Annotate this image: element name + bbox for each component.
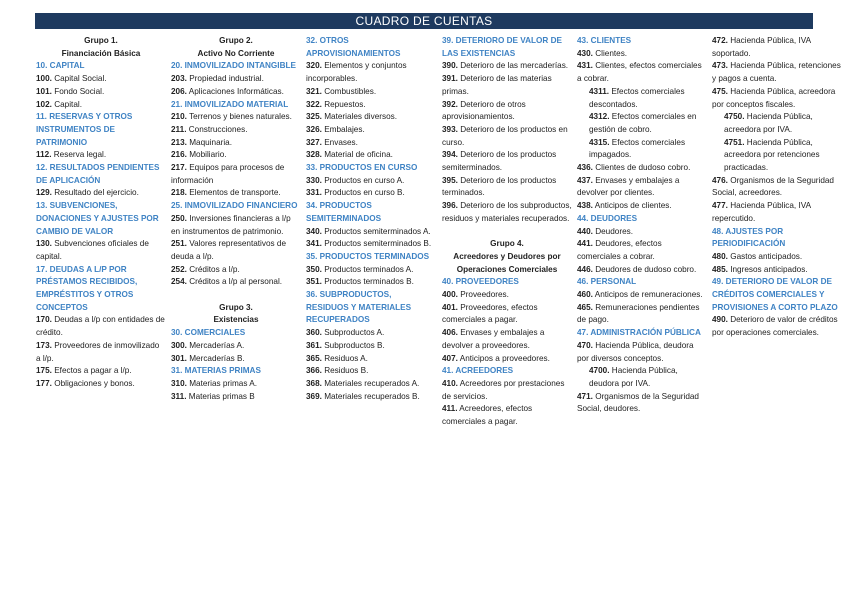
account-code: 216. xyxy=(171,150,187,160)
account-name: Maquinaria. xyxy=(186,137,232,147)
account-item xyxy=(442,302,572,327)
account-name: Clientes, efectos comerciales a cobrar. xyxy=(577,61,702,84)
account-name: Deterioro de otros aprovisionamientos. xyxy=(442,99,526,122)
account-item xyxy=(36,149,166,162)
account-item xyxy=(36,378,166,391)
account-subgroup-heading: 20. INMOVILIZADO INTANGIBLE xyxy=(171,61,296,71)
account-item xyxy=(171,340,301,353)
account-code: 100. xyxy=(36,74,52,84)
account-subgroup-heading: 34. PRODUCTOS SEMITERMINADOS xyxy=(306,201,382,223)
sub-account-item xyxy=(712,111,842,136)
account-subgroup-heading: 41. ACREEDORES xyxy=(442,366,514,376)
account-code: 177. xyxy=(36,378,52,388)
account-item xyxy=(306,238,436,251)
account-name: Capital. xyxy=(51,99,82,109)
account-code: 401. xyxy=(442,302,458,312)
account-item xyxy=(712,314,842,339)
account-code: 101. xyxy=(36,86,52,96)
account-name: Materias primas B xyxy=(186,391,255,401)
account-code: 365. xyxy=(306,353,322,363)
account-name: Materiales recuperados A. xyxy=(321,378,420,388)
account-name: Hacienda Pública, deudora por IVA. xyxy=(589,366,678,388)
account-name: Construcciones. xyxy=(186,124,248,134)
account-code: 390. xyxy=(442,61,458,71)
account-name: Hacienda Pública, retenciones y pagos a cuenta. xyxy=(712,61,841,84)
account-code: 393. xyxy=(442,124,458,134)
account-name: Efectos comerciales descontados. xyxy=(589,86,685,109)
account-code: 326. xyxy=(306,124,322,134)
sub-account-item xyxy=(577,365,707,390)
account-name: Materiales diversos. xyxy=(321,112,398,122)
account-subgroup-heading: 11. RESERVAS Y OTROS INSTRUMENTOS DE PATRIMONIO xyxy=(36,112,133,147)
account-item xyxy=(577,391,707,416)
account-code: 430. xyxy=(577,48,593,58)
account-name: Materias primas A. xyxy=(186,378,258,388)
account-item xyxy=(712,60,842,85)
account-item xyxy=(306,99,436,112)
account-name: Repuestos. xyxy=(321,99,366,109)
account-name: Elementos y conjuntos incorporables. xyxy=(306,61,407,84)
account-subgroup-heading: 33. PRODUCTOS EN CURSO xyxy=(306,163,418,173)
account-item xyxy=(442,99,572,124)
account-name: Capital Social. xyxy=(51,74,107,84)
account-code: 210. xyxy=(171,112,187,122)
account-name: Remuneraciones pendientes de pago. xyxy=(577,302,700,325)
account-subgroup-heading: 43. CLIENTES xyxy=(577,36,632,45)
account-code: 396. xyxy=(442,201,458,211)
account-item xyxy=(36,73,166,86)
account-item xyxy=(712,86,842,111)
account-name: Organismos de la Seguridad Social, deudores. xyxy=(577,391,699,414)
account-name: Hacienda Pública, acreedora por IVA. xyxy=(724,112,813,134)
sub-account-item xyxy=(577,86,707,111)
account-subgroup-heading: 31. MATERIAS PRIMAS xyxy=(171,366,261,376)
account-code: 102. xyxy=(36,99,52,109)
account-name: Hacienda Pública, acreedora por retenciones practicadas. xyxy=(724,137,820,173)
account-name: Reserva legal. xyxy=(51,150,107,160)
account-code: 112. xyxy=(36,150,52,160)
group-heading: Grupo 1. xyxy=(84,36,118,45)
account-name: Anticipos de remuneraciones. xyxy=(592,290,703,300)
account-item xyxy=(577,60,707,85)
account-item xyxy=(712,200,842,225)
account-code: 437. xyxy=(577,175,593,185)
account-code: 490. xyxy=(712,315,728,325)
account-code: 438. xyxy=(577,201,593,211)
account-name: Envases y embalajes a devolver a proveedores. xyxy=(442,328,545,350)
account-item xyxy=(306,276,436,289)
account-code: 368. xyxy=(306,378,322,388)
account-code: 170. xyxy=(36,315,52,325)
account-code: 436. xyxy=(577,163,593,173)
group-heading: Financiación Básica xyxy=(61,48,141,58)
account-code: 410. xyxy=(442,378,458,388)
account-item xyxy=(171,124,301,137)
account-code: 431. xyxy=(577,61,593,71)
account-code: 218. xyxy=(171,188,187,198)
account-name: Deudores. xyxy=(592,226,633,236)
account-code: 411. xyxy=(442,404,458,414)
group-heading: Grupo 2. xyxy=(219,36,253,45)
account-subgroup-heading: 21. INMOVILIZADO MATERIAL xyxy=(171,99,289,109)
account-item xyxy=(712,175,842,200)
account-item xyxy=(171,187,301,200)
account-name: Productos semiterminados B. xyxy=(321,239,432,249)
account-item xyxy=(36,365,166,378)
account-name: Gastos anticipados. xyxy=(727,251,803,261)
account-name: Créditos a l/p al personal. xyxy=(186,277,283,287)
account-column-1 xyxy=(36,35,166,391)
account-item xyxy=(577,175,707,200)
account-item xyxy=(171,213,301,238)
account-item xyxy=(577,226,707,239)
account-item xyxy=(171,162,301,187)
account-item xyxy=(306,111,436,124)
account-code: 331. xyxy=(306,188,322,198)
account-name: Hacienda Pública, IVA soportado. xyxy=(712,36,811,58)
account-subgroup-heading: 13. SUBVENCIONES, DONACIONES Y AJUSTES POR CAMBIO DE VALOR xyxy=(36,201,159,236)
account-item xyxy=(36,238,166,263)
account-subgroup-heading: 35. PRODUCTOS TERMINADOS xyxy=(306,251,430,261)
account-name: Deterioro de los subproductos, residuos y materiales recuperados. xyxy=(442,201,572,223)
account-name: Hacienda Pública, acreedora por conceptos fiscales. xyxy=(712,86,836,109)
account-code: 406. xyxy=(442,328,458,338)
account-item xyxy=(171,137,301,150)
account-name: Fondo Social. xyxy=(51,86,105,96)
account-item xyxy=(306,391,436,404)
account-item xyxy=(306,60,436,85)
account-subgroup-heading: 25. INMOVILIZADO FINANCIERO xyxy=(171,201,298,211)
account-name: Combustibles. xyxy=(321,86,377,96)
account-code: 327. xyxy=(306,137,322,147)
account-code: 328. xyxy=(306,150,322,160)
account-code: 4311. xyxy=(589,86,610,96)
account-code: 473. xyxy=(712,61,728,71)
account-name: Clientes de dudoso cobro. xyxy=(592,163,691,173)
account-code: 350. xyxy=(306,264,322,274)
account-name: Resultado del ejercicio. xyxy=(51,188,139,198)
account-name: Efectos comerciales en gestión de cobro. xyxy=(589,112,697,134)
account-subgroup-heading: 30. COMERCIALES xyxy=(171,328,246,338)
account-item xyxy=(442,124,572,149)
account-item xyxy=(306,175,436,188)
sub-account-item xyxy=(577,137,707,162)
account-name: Deterioro de los productos semiterminados. xyxy=(442,150,557,173)
account-subgroup-heading: 40. PROVEEDORES xyxy=(442,277,519,287)
account-code: 341. xyxy=(306,239,322,249)
account-name: Materiales recuperados B. xyxy=(321,391,420,401)
account-name: Mercaderías B. xyxy=(186,353,245,363)
account-subgroup-heading: 12. RESULTADOS PENDIENTES DE APLICACIÓN xyxy=(36,163,160,185)
account-code: 252. xyxy=(171,264,187,274)
account-code: 400. xyxy=(442,290,458,300)
spacer xyxy=(442,226,572,239)
account-code: 395. xyxy=(442,175,458,185)
account-item xyxy=(306,137,436,150)
account-name: Deterioro de los productos en curso. xyxy=(442,124,568,147)
account-code: 4750. xyxy=(724,112,745,122)
account-item xyxy=(577,302,707,327)
account-item xyxy=(442,403,572,428)
account-item xyxy=(171,149,301,162)
account-code: 441. xyxy=(577,239,593,249)
account-item xyxy=(442,378,572,403)
account-item xyxy=(712,251,842,264)
account-code: 476. xyxy=(712,175,728,185)
account-name: Productos terminados B. xyxy=(321,277,414,287)
account-item xyxy=(577,289,707,302)
account-code: 4751. xyxy=(724,137,745,147)
account-code: 392. xyxy=(442,99,458,109)
account-item xyxy=(36,187,166,200)
account-item xyxy=(577,238,707,263)
account-name: Deudas a l/p con entidades de crédito. xyxy=(36,315,165,338)
account-name: Subproductos A. xyxy=(321,328,385,338)
account-name: Embalajes. xyxy=(321,124,365,134)
group-heading: Existencias xyxy=(213,315,259,325)
account-code: 250. xyxy=(171,213,187,223)
account-code: 446. xyxy=(577,264,593,274)
account-item xyxy=(442,175,572,200)
account-item xyxy=(171,111,301,124)
account-code: 477. xyxy=(712,201,728,211)
account-code: 251. xyxy=(171,239,187,249)
account-column-2 xyxy=(171,35,301,403)
account-code: 460. xyxy=(577,290,593,300)
account-item xyxy=(306,365,436,378)
account-item xyxy=(171,86,301,99)
account-code: 4700. xyxy=(589,366,610,376)
account-code: 391. xyxy=(442,74,458,84)
account-code: 471. xyxy=(577,391,593,401)
account-name: Productos semiterminados A. xyxy=(321,226,431,236)
account-code: 4312. xyxy=(589,112,610,122)
account-name: Efectos a pagar a l/p. xyxy=(51,366,132,376)
account-item xyxy=(442,289,572,302)
account-code: 366. xyxy=(306,366,322,376)
account-name: Anticipos a proveedores. xyxy=(457,353,550,363)
account-code: 322. xyxy=(306,99,322,109)
account-name: Productos en curso A. xyxy=(321,175,405,185)
account-subgroup-heading: 10. CAPITAL xyxy=(36,61,85,71)
account-name: Anticipos de clientes. xyxy=(592,201,672,211)
account-column-4 xyxy=(442,35,572,429)
account-name: Clientes. xyxy=(592,48,628,58)
account-subgroup-heading: 32. OTROS APROVISIONAMIENTOS xyxy=(306,36,401,58)
account-item xyxy=(577,264,707,277)
account-name: Valores representativos de deuda a l/p. xyxy=(171,239,286,261)
account-code: 361. xyxy=(306,340,322,350)
account-name: Efectos comerciales impagados. xyxy=(589,137,686,160)
account-subgroup-heading: 48. AJUSTES POR PERIODIFICACIÓN xyxy=(712,226,786,249)
account-name: Acreedores, efectos comerciales a pagar. xyxy=(442,404,533,427)
account-name: Subvenciones oficiales de capital. xyxy=(36,239,149,261)
account-item xyxy=(306,124,436,137)
account-code: 4315. xyxy=(589,137,610,147)
account-code: 325. xyxy=(306,112,322,122)
account-item xyxy=(306,340,436,353)
account-code: 311. xyxy=(171,391,187,401)
account-item xyxy=(306,353,436,366)
account-item xyxy=(306,187,436,200)
account-code: 173. xyxy=(36,340,52,350)
account-item xyxy=(36,340,166,365)
account-name: Subproductos B. xyxy=(321,340,385,350)
account-code: 351. xyxy=(306,277,322,287)
account-code: 129. xyxy=(36,188,52,198)
account-item xyxy=(171,264,301,277)
account-item xyxy=(442,60,572,73)
account-name: Proveedores, efectos comerciales a pagar. xyxy=(442,302,538,325)
account-subgroup-heading: 36. SUBPRODUCTOS, RESIDUOS Y MATERIALES RECUPERADOS xyxy=(306,290,412,325)
account-item xyxy=(577,162,707,175)
account-code: 203. xyxy=(171,74,187,84)
account-column-3 xyxy=(306,35,436,403)
account-item xyxy=(171,276,301,289)
account-name: Productos en curso B. xyxy=(321,188,405,198)
account-name: Proveedores de inmovilizado a l/p. xyxy=(36,340,160,363)
account-name: Acreedores por prestaciones de servicios. xyxy=(442,378,565,401)
group-heading: Grupo 3. xyxy=(219,302,253,312)
account-item xyxy=(712,35,842,60)
account-name: Productos terminados A. xyxy=(321,264,414,274)
account-code: 340. xyxy=(306,226,322,236)
account-name: Envases. xyxy=(321,137,358,147)
account-name: Ingresos anticipados. xyxy=(727,264,808,274)
account-code: 130. xyxy=(36,239,52,249)
account-name: Hacienda Pública, deudora por diversos conceptos. xyxy=(577,340,694,363)
account-name: Proveedores. xyxy=(457,290,509,300)
account-item xyxy=(577,48,707,61)
account-item xyxy=(171,73,301,86)
account-code: 330. xyxy=(306,175,322,185)
account-subgroup-heading: 39. DETERIORO DE VALOR DE LAS EXISTENCIAS xyxy=(442,36,562,58)
account-item xyxy=(442,149,572,174)
sub-account-item xyxy=(712,137,842,175)
group-heading: Acreedores y Deudores por Operaciones Comerciales xyxy=(453,251,561,274)
account-name: Deterioro de los productos terminados. xyxy=(442,175,557,198)
account-item xyxy=(442,73,572,98)
account-item xyxy=(306,327,436,340)
account-name: Aplicaciones Informáticas. xyxy=(186,86,284,96)
spacer xyxy=(171,289,301,302)
account-code: 465. xyxy=(577,302,593,312)
account-code: 485. xyxy=(712,264,728,274)
account-name: Deudores, efectos comerciales a cobrar. xyxy=(577,239,662,261)
account-name: Deterioro de las mercaderías. xyxy=(457,61,569,71)
account-item xyxy=(442,200,572,225)
group-heading: Grupo 4. xyxy=(490,239,524,249)
account-subgroup-heading: 46. PERSONAL xyxy=(577,277,637,287)
account-code: 320. xyxy=(306,61,322,71)
account-item xyxy=(36,99,166,112)
account-item xyxy=(577,200,707,213)
account-code: 206. xyxy=(171,86,187,96)
account-item xyxy=(306,86,436,99)
account-code: 472. xyxy=(712,36,728,45)
account-code: 321. xyxy=(306,86,322,96)
account-subgroup-heading: 47. ADMINISTRACIÓN PÚBLICA xyxy=(577,328,701,338)
account-item xyxy=(306,226,436,239)
account-name: Residuos B. xyxy=(321,366,369,376)
account-name: Deterioro de las materias primas. xyxy=(442,74,552,96)
account-name: Elementos de transporte. xyxy=(186,188,281,198)
account-code: 254. xyxy=(171,277,187,287)
group-heading: Activo No Corriente xyxy=(197,48,275,58)
account-item xyxy=(171,378,301,391)
account-code: 300. xyxy=(171,340,187,350)
account-item xyxy=(306,264,436,277)
account-code: 175. xyxy=(36,366,52,376)
account-code: 360. xyxy=(306,328,322,338)
account-code: 407. xyxy=(442,353,458,363)
account-name: Equipos para procesos de información xyxy=(171,163,285,185)
account-column-5 xyxy=(577,35,707,416)
account-subgroup-heading: 49. DETERIORO DE VALOR DE CRÉDITOS COMERCIALES Y PROVISIONES A CORTO PLAZO xyxy=(712,277,838,312)
account-name: Obligaciones y bonos. xyxy=(51,378,135,388)
account-code: 301. xyxy=(171,353,187,363)
account-name: Material de oficina. xyxy=(321,150,393,160)
account-item xyxy=(171,391,301,404)
account-name: Inversiones financieras a l/p en instrumentos de patrimonio. xyxy=(171,213,291,236)
account-name: Envases y embalajes a devolver por clientes. xyxy=(577,175,680,198)
account-name: Organismos de la Seguridad Social, acreedores. xyxy=(712,175,834,198)
account-name: Residuos A. xyxy=(321,353,368,363)
account-code: 470. xyxy=(577,340,593,350)
account-code: 394. xyxy=(442,150,458,160)
account-item xyxy=(442,353,572,366)
account-code: 211. xyxy=(171,124,187,134)
account-code: 475. xyxy=(712,86,728,96)
account-name: Propiedad industrial. xyxy=(186,74,264,84)
account-name: Créditos a l/p. xyxy=(186,264,240,274)
account-item xyxy=(712,264,842,277)
account-item xyxy=(36,314,166,339)
account-code: 480. xyxy=(712,251,728,261)
account-name: Terrenos y bienes naturales. xyxy=(186,112,292,122)
account-name: Deterioro de valor de créditos por operaciones comerciales. xyxy=(712,315,838,338)
account-subgroup-heading: 17. DEUDAS A L/P POR PRÉSTAMOS RECIBIDOS, EMPRÉSTITOS Y OTROS CONCEPTOS xyxy=(36,264,138,312)
sub-account-item xyxy=(577,111,707,136)
account-subgroup-heading: 44. DEUDORES xyxy=(577,213,638,223)
account-item xyxy=(171,238,301,263)
account-item xyxy=(577,340,707,365)
account-item xyxy=(306,149,436,162)
account-item xyxy=(442,327,572,352)
account-column-6 xyxy=(712,35,842,340)
account-name: Mobiliario. xyxy=(186,150,227,160)
account-item xyxy=(171,353,301,366)
account-item xyxy=(36,86,166,99)
account-code: 213. xyxy=(171,137,187,147)
account-name: Hacienda Pública, IVA repercutido. xyxy=(712,201,811,223)
account-code: 440. xyxy=(577,226,593,236)
account-code: 310. xyxy=(171,378,187,388)
account-code: 217. xyxy=(171,163,187,173)
page-title: CUADRO DE CUENTAS xyxy=(35,13,813,29)
account-item xyxy=(306,378,436,391)
account-name: Deudores de dudoso cobro. xyxy=(592,264,697,274)
account-code: 369. xyxy=(306,391,322,401)
account-name: Mercaderías A. xyxy=(186,340,245,350)
